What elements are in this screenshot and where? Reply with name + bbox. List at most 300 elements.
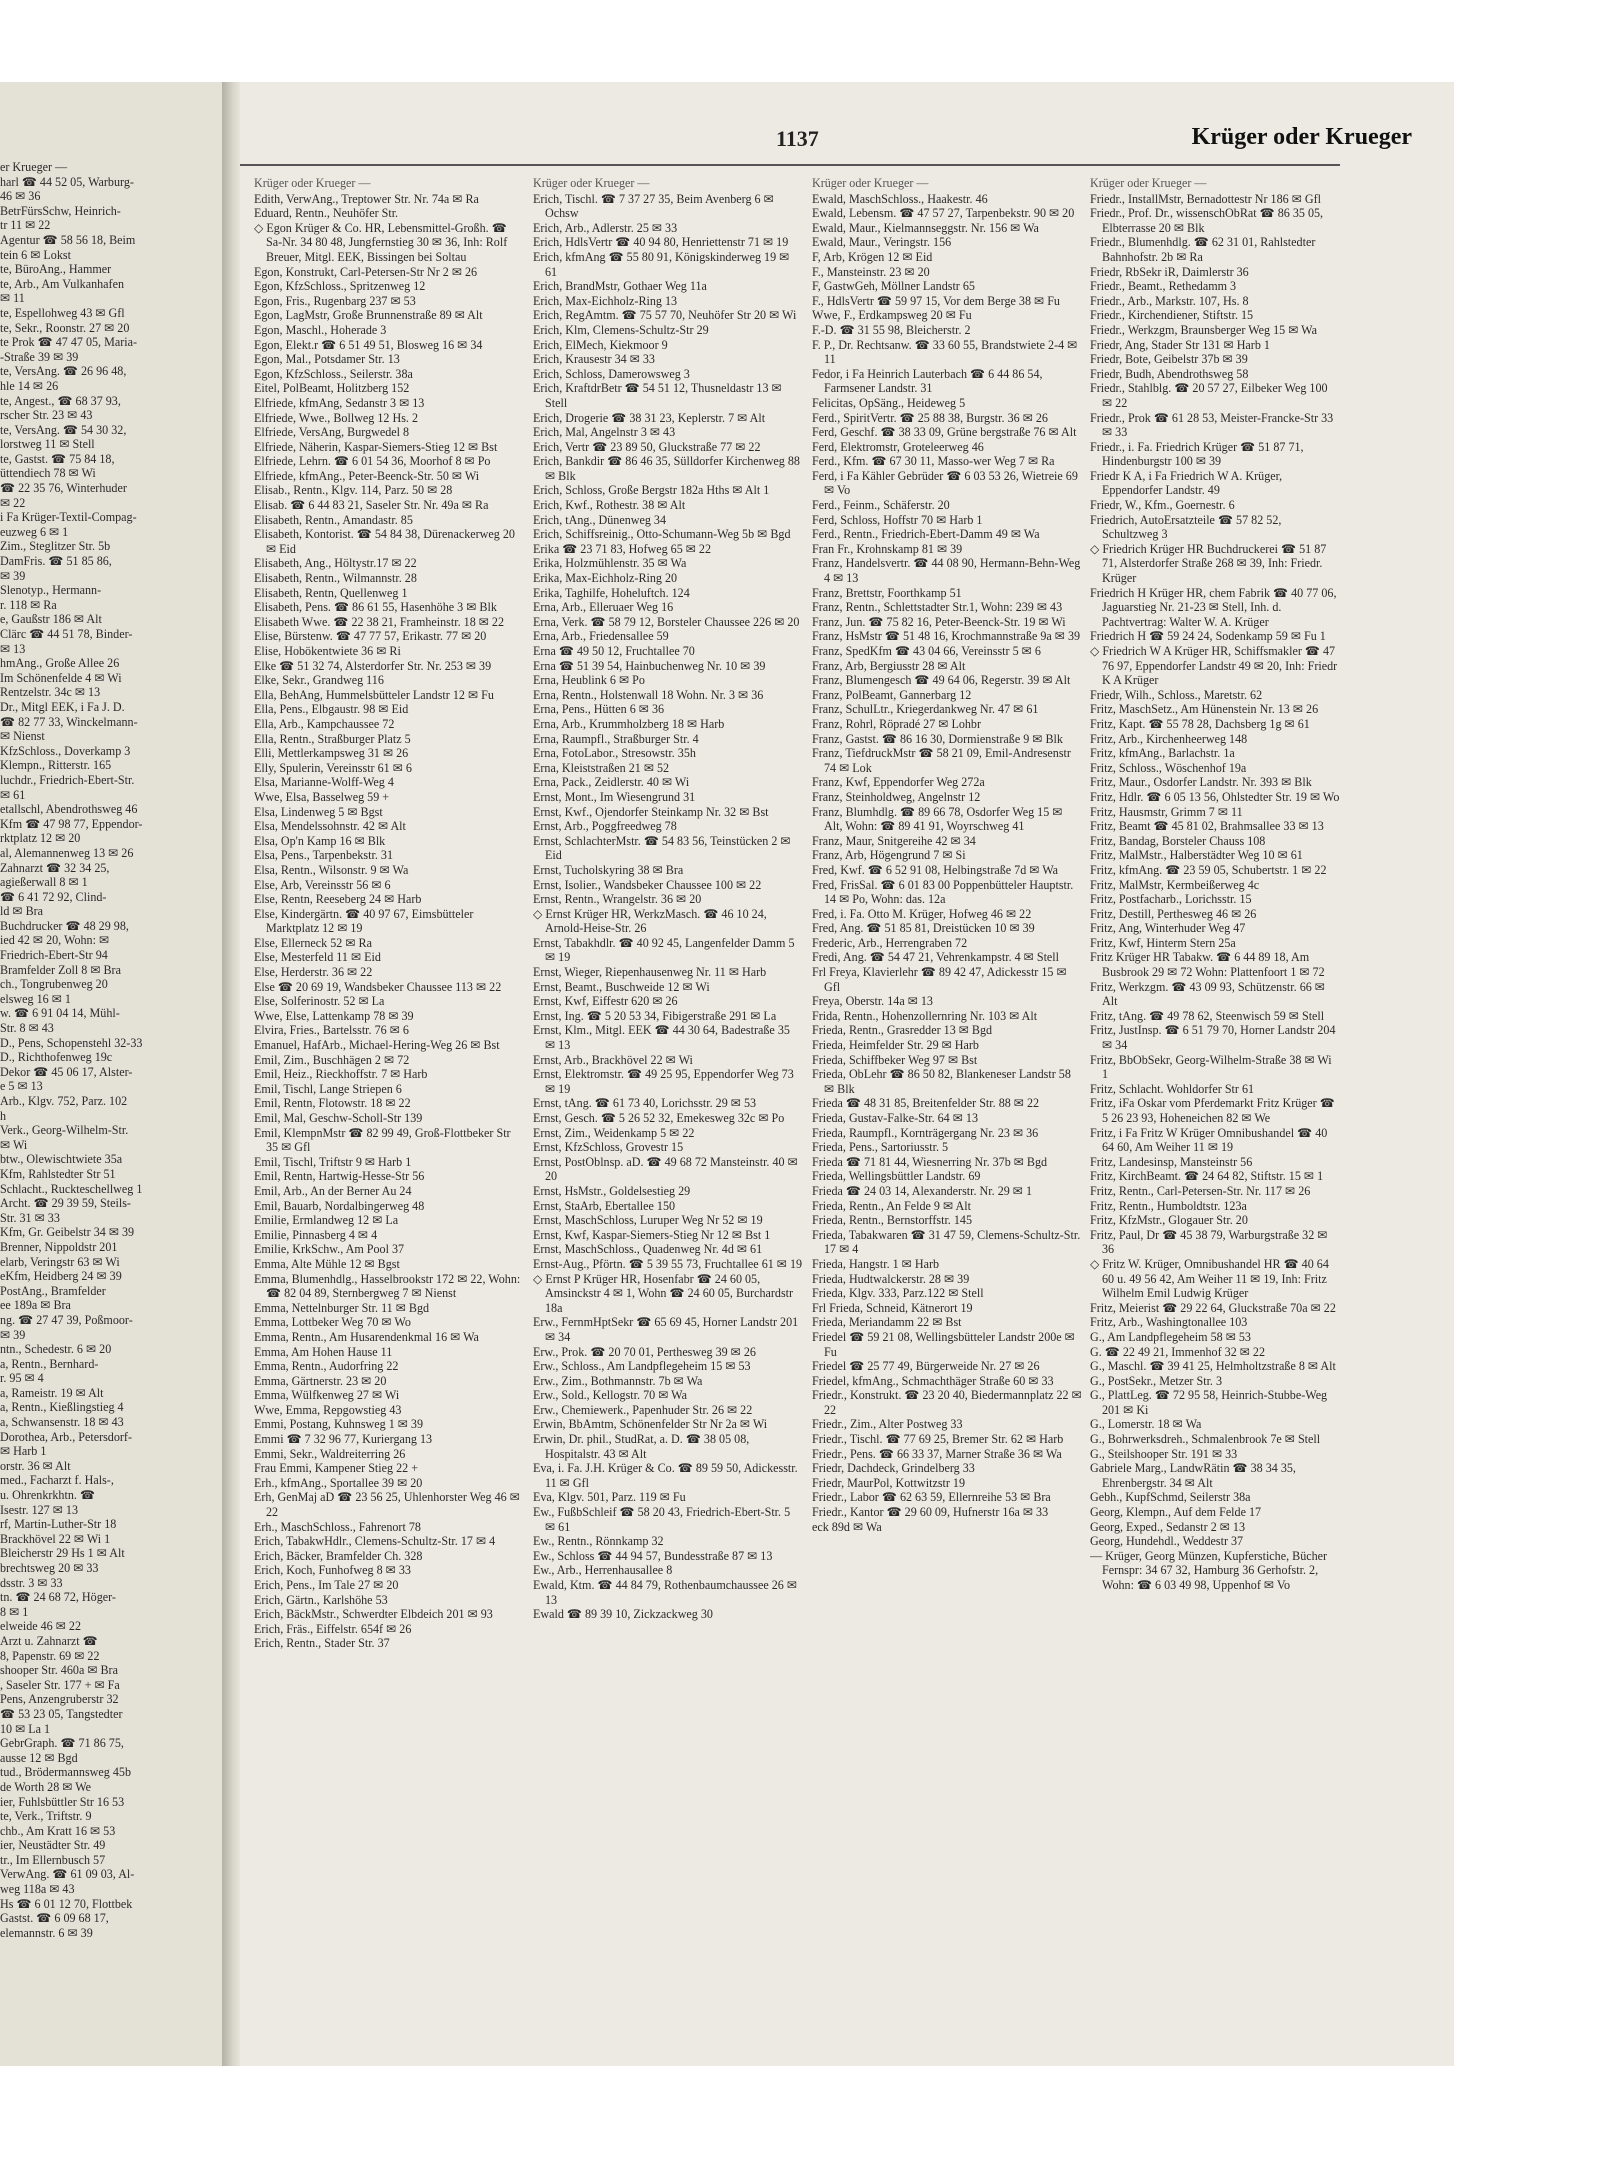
directory-entry: Ew., Rentn., Rönnkamp 32: [533, 1534, 664, 1549]
directory-entry: Fritz, MaschSetz., Am Hünenstein Nr. 13 ✉ 26: [1090, 702, 1319, 717]
left-page-line: elsweg 16 ✉ 1: [0, 991, 71, 1006]
directory-entry: Emma, Am Hohen Hause 11: [254, 1344, 393, 1359]
directory-entry: Elise, Hobökentwiete 36 ✉ Ri: [254, 644, 401, 658]
directory-entry: Emanuel, HafArb., Michael-Hering-Weg 26 ✉ Bst: [254, 1038, 500, 1053]
directory-entry: Elly, Spulerin, Vereinsstr 61 ✉ 6: [254, 760, 412, 775]
column-head: Krüger oder Krueger —: [812, 176, 929, 190]
directory-entry: Elisabeth, Pens. ☎ 86 61 55, Hasenhöhe 3 ✉ Blk: [254, 600, 497, 615]
directory-entry: Ew., Schloss ☎ 44 94 57, Bundesstraße 87 ✉ 13: [533, 1548, 773, 1563]
directory-entry: Fritz, Arb., Kirchenheerweg 148: [1090, 731, 1248, 746]
directory-entry: Elisabeth, Rentn., Amandastr. 85: [254, 512, 413, 527]
directory-entry: Friedr, Ang, Stader Str 131 ✉ Harb 1: [1090, 337, 1270, 352]
directory-entry: eck 89d ✉ Wa: [812, 1519, 882, 1534]
directory-entry: Erika, Max-Eichholz-Ring 20: [533, 571, 678, 586]
directory-entry: Elfriede, Näherin, Kaspar-Siemers-Stieg 12 ✉ Bst: [254, 439, 498, 454]
left-page-line: Dr., Mitgl EEK, i Fa J. D.: [0, 699, 125, 714]
directory-entry: Fritz Krüger HR Tabakw. ☎ 6 44 89 18, Am Busbrook 29 ✉ 72 Wohn: Plattenfoort 1 ✉ 72: [1090, 950, 1325, 980]
left-page-line: i Fa Krüger-Textil-Compag-: [0, 510, 137, 525]
directory-entry: Egon, Elekt.r ☎ 6 51 49 51, Blosweg 16 ✉ 34: [254, 337, 483, 352]
directory-entry: Fritz, Postfacharb., Lorichsstr. 15: [1090, 892, 1252, 907]
directory-entry: Ernst, Beamt., Buschweide 12 ✉ Wi: [533, 979, 710, 994]
directory-entry: Elisab., Rentn., Klgv. 114, Parz. 50 ✉ 28: [254, 483, 453, 498]
directory-entry: Emma, Gärtnerstr. 23 ✉ 20: [254, 1373, 387, 1388]
left-page-line: ☎ 53 23 05, Tangstedter: [0, 1706, 123, 1721]
directory-entry: Elsa, Op'n Kamp 16 ✉ Blk: [254, 833, 386, 848]
directory-entry: Friedr K A, i Fa Friedrich W A. Krüger, Eppendorfer Landstr. 49: [1090, 468, 1283, 498]
directory-entry: Ella, Pens., Elbgaustr. 98 ✉ Eid: [254, 702, 409, 717]
directory-entry: Ernst, Gesch. ☎ 5 26 52 32, Emekesweg 32c ✉ Po: [533, 1111, 785, 1125]
directory-entry: Erich, Schiffsreinig., Otto-Schumann-Weg 5b ✉ Bgd: [533, 527, 791, 542]
directory-entry: Fritz, Hausmstr, Grimm 7 ✉ 11: [1090, 804, 1243, 819]
directory-entry: Erwin, BbAmtm, Schönenfelder Str Nr 2a ✉ Wi: [533, 1417, 768, 1432]
directory-entry: Else, Solferinostr. 52 ✉ La: [254, 994, 385, 1009]
directory-entry: Erw., Schloss., Am Landpflegeheim 15 ✉ 53: [533, 1359, 751, 1374]
directory-entry: Ernst, HsMstr., Goldelsestieg 29: [533, 1183, 691, 1198]
left-page-line: Im Schönenfelde 4 ✉ Wi: [0, 670, 122, 685]
directory-entry: Edith, VerwAng., Treptower Str. Nr. 74a ✉ Ra: [254, 191, 479, 206]
directory-column-1: [254, 176, 524, 2036]
left-page-line: med., Facharzt f. Hals-,: [0, 1473, 114, 1488]
directory-entry: Egon, KfzSchloss., Spritzenweg 12: [254, 279, 426, 294]
directory-entry: Friedr, Dachdeck, Grindelberg 33: [812, 1461, 975, 1476]
left-page-line: ✉ 11: [0, 291, 25, 306]
directory-entry: Ferd., Feinm., Schäferstr. 20: [812, 498, 950, 513]
left-page-line: Slenotyp., Hermann-: [0, 583, 102, 598]
directory-entry: Wwe, F., Erdkampsweg 20 ✉ Fu: [812, 308, 972, 323]
directory-entry: Erh., kfmAng., Sportallee 39 ✉ 20: [254, 1475, 423, 1490]
directory-entry: Frieda, Heimfelder Str. 29 ✉ Harb: [812, 1038, 979, 1053]
entries-list: [812, 192, 1082, 1535]
directory-entry: Friedr., Pens. ☎ 66 33 37, Marner Straße 36 ✉ Wa: [812, 1446, 1062, 1461]
left-page-line: VerwAng. ☎ 61 09 03, Al-: [0, 1867, 135, 1882]
left-page-line: ✉ Harb 1: [0, 1444, 47, 1459]
directory-entry: Erich, Pens., Im Tale 27 ✉ 20: [254, 1578, 399, 1592]
directory-entry: Friedr., Labor ☎ 62 63 59, Ellernreihe 53 ✉ Bra: [812, 1490, 1051, 1505]
directory-entry: Frieda, Schiffbeker Weg 97 ✉ Bst: [812, 1052, 978, 1067]
directory-entry: Elsa, Lindenweg 5 ✉ Bgst: [254, 804, 383, 819]
book-spread: [0, 82, 1454, 2066]
left-page-line: ausse 12 ✉ Bgd: [0, 1750, 78, 1765]
directory-entry: Fred, Kwf. ☎ 6 52 91 08, Helbingstraße 7d ✉ Wa: [812, 862, 1059, 877]
directory-entry: Ferd, Elektromstr, Groteleerweg 46: [812, 439, 984, 454]
left-page-line: luchdr., Friedrich-Ebert-Str.: [0, 772, 135, 787]
directory-entry: ◇ Ernst P Krüger HR, Hosenfabr ☎ 24 60 05, Amsinckstr 4 ✉ 1, Wohn ☎ 24 60 05, Burchardstr 18a: [533, 1271, 794, 1315]
directory-entry: Friedel ☎ 59 21 08, Wellingsbütteler Landstr 200e ✉ Fu: [812, 1329, 1075, 1359]
directory-entry: Erich, Koch, Funhofweg 8 ✉ 33: [254, 1563, 411, 1578]
directory-entry: Egon, LagMstr, Große Brunnenstraße 89 ✉ Alt: [254, 308, 483, 323]
directory-entry: Friedr., InstallMstr, Bernadottestr Nr 186 ✉ Gfl: [1090, 191, 1321, 206]
directory-entry: Franz, Arb, Bergiusstr 28 ✉ Alt: [812, 658, 966, 673]
directory-entry: Emma, Alte Mühle 12 ✉ Bgst: [254, 1256, 400, 1271]
directory-entry: Ernst, Zim., Weidenkamp 5 ✉ 22: [533, 1125, 695, 1140]
directory-entry: Ewald, Maur., Veringstr. 156: [812, 235, 952, 250]
directory-entry: Elke ☎ 51 32 74, Alsterdorfer Str. Nr. 253 ✉ 39: [254, 658, 492, 673]
entries-list: [1090, 192, 1340, 1593]
directory-entry: Franz, Arb, Högengrund 7 ✉ Si: [812, 848, 966, 863]
directory-entry: Emil, Mal, Geschw-Scholl-Str 139: [254, 1111, 423, 1125]
directory-entry: Emmi, Postang, Kuhnsweg 1 ✉ 39: [254, 1417, 424, 1432]
directory-entry: Emilie, KrkSchw., Am Pool 37: [254, 1242, 405, 1257]
left-page-line: üttendiech 78 ✉ Wi: [0, 466, 96, 481]
directory-entry: Friedr., Kirchendiener, Stiftstr. 15: [1090, 308, 1254, 323]
directory-entry: Frieda, Gustav-Falke-Str. 64 ✉ 13: [812, 1111, 978, 1125]
directory-entry: Fritz, Paul, Dr ☎ 45 38 79, Warburgstraße 32 ✉ 36: [1090, 1227, 1328, 1257]
left-page-line: Hs ☎ 6 01 12 70, Flottbek: [0, 1896, 133, 1911]
left-page-line: ch., Tongrubenweg 20: [0, 977, 108, 992]
directory-entry: Ernst, Kwf, Kaspar-Siemers-Stieg Nr 12 ✉ Bst 1: [533, 1227, 771, 1242]
directory-entry: Egon, Konstrukt, Carl-Petersen-Str Nr 2 ✉ 26: [254, 264, 478, 279]
left-page-line: te, Verk., Triftstr. 9: [0, 1809, 92, 1824]
directory-entry: Ewald ☎ 89 39 10, Zickzackweg 30: [533, 1607, 713, 1622]
left-page-line: Bleicherstr 29 Hs 1 ✉ Alt: [0, 1546, 125, 1561]
directory-entry: Erw., Sold., Kellogstr. 70 ✉ Wa: [533, 1388, 687, 1403]
directory-entry: Fritz, Rentn., Carl-Petersen-Str. Nr. 117 ✉ 26: [1090, 1183, 1311, 1198]
directory-entry: Ernst, StaArb, Ebertallee 150: [533, 1198, 676, 1213]
directory-entry: Fritz, Kapt. ☎ 55 78 28, Dachsberg 1g ✉ 61: [1090, 716, 1310, 731]
directory-entry: Friedr., Arb., Markstr. 107, Hs. 8: [1090, 293, 1249, 308]
left-page-line: r. 95 ✉ 4: [0, 1371, 44, 1386]
left-page-line: ✉ Wi: [0, 1137, 28, 1152]
directory-entry: Erna, FotoLabor., Stresowstr. 35h: [533, 746, 696, 761]
directory-entry: Fritz, Rentn., Humboldtstr. 123a: [1090, 1198, 1247, 1213]
left-page-line: a, Rentn., Bernhard-: [0, 1356, 99, 1371]
directory-entry: Fritz, BbObSekr, Georg-Wilhelm-Straße 38 ✉ Wi 1: [1090, 1052, 1332, 1082]
directory-entry: Emmi ☎ 7 32 96 77, Kuriergang 13: [254, 1432, 433, 1447]
directory-entry: Ewald, Lebensm. ☎ 47 57 27, Tarpenbekstr. 90 ✉ 20: [812, 206, 1075, 221]
directory-entry: Erich, BäckMstr., Schwerdter Elbdeich 201 ✉ 93: [254, 1607, 493, 1622]
directory-entry: Friedr, Budh, Abendrothsweg 58: [1090, 366, 1249, 381]
directory-entry: G., Lomerstr. 18 ✉ Wa: [1090, 1417, 1202, 1432]
directory-entry: Ferd, Schloss, Hoffstr 70 ✉ Harb 1: [812, 512, 983, 527]
directory-entry: Emmi, Sekr., Waldreiterring 26: [254, 1446, 406, 1461]
left-page-line: Str. 31 ✉ 33: [0, 1210, 60, 1225]
directory-entry: Elisabeth, Ang., Höltystr.17 ✉ 22: [254, 556, 417, 571]
directory-entry: Elfriede, Lehrn. ☎ 6 01 54 36, Moorhof 8 ✉ Po: [254, 454, 491, 469]
left-page-line: de Worth 28 ✉ We: [0, 1779, 92, 1794]
directory-entry: Gebh., KupfSchmd, Seilerstr 38a: [1090, 1490, 1251, 1505]
directory-entry: Erika, Holzmühlenstr. 35 ✉ Wa: [533, 556, 687, 571]
directory-entry: Friedr., i. Fa. Friedrich Krüger ☎ 51 87 71, Hindenburgstr 100 ✉ 39: [1090, 439, 1304, 469]
directory-entry: Franz, TiefdruckMstr ☎ 58 21 09, Emil-Andresenstr 74 ✉ Lok: [812, 746, 1071, 775]
directory-entry: Erich, Drogerie ☎ 38 31 23, Keplerstr. 7 ✉ Alt: [533, 410, 766, 425]
left-page-line: tr 11 ✉ 22: [0, 218, 51, 233]
directory-entry: — Krüger, Georg Münzen, Kupferstiche, Bücher Fernspr: 34 67 32, Hamburg 36 Gerhofstr. 2, Wohn: ☎ 6 03 49 98, Uppenhof ✉ Vo: [1090, 1548, 1328, 1592]
left-page-line: 10 ✉ La 1: [0, 1721, 51, 1736]
directory-entry: Ernst, MaschSchloss, Luruper Weg Nr 52 ✉ 19: [533, 1213, 763, 1228]
directory-entry: Franz, Jun. ☎ 75 82 16, Peter-Beenck-Str. 19 ✉ Wi: [812, 614, 1066, 629]
directory-entry: Franz, Gastst. ☎ 86 16 30, Dormienstraße 9 ✉ Blk: [812, 731, 1063, 746]
left-page-line: Brackhövel 22 ✉ Wi 1: [0, 1531, 111, 1546]
directory-entry: Fritz, KirchBeamt. ☎ 24 64 82, Stiftstr. 15 ✉ 1: [1090, 1169, 1324, 1184]
left-page-line: te, Espellohweg 43 ✉ Gfl: [0, 305, 125, 320]
directory-entry: F., Mansteinstr. 23 ✉ 20: [812, 264, 930, 279]
directory-entry: Erich, Bankdir ☎ 86 46 35, Sülldorfer Kirchenweg 88 ✉ Blk: [533, 454, 800, 483]
directory-entry: Else, Mesterfeld 11 ✉ Eid: [254, 950, 381, 965]
left-page-line: ☎ 22 35 76, Winterhuder: [0, 481, 127, 496]
directory-entry: Emma, Rentn., Audorfring 22: [254, 1359, 399, 1374]
left-page-line: Arzt u. Zahnarzt ☎: [0, 1633, 98, 1648]
left-page-line: -Straße 39 ✉ 39: [0, 349, 79, 364]
directory-entry: Georg, Klempn., Auf dem Felde 17: [1090, 1505, 1262, 1520]
directory-entry: Erna, Rentn., Holstenwall 18 Wohn. Nr. 3 ✉ 36: [533, 687, 764, 702]
directory-entry: Fritz, MalMstr, Kermbeißerweg 4c: [1090, 877, 1260, 892]
directory-entry: Gabriele Marg., LandwRätin ☎ 38 34 35, Ehrenbergstr. 34 ✉ Alt: [1090, 1461, 1296, 1490]
directory-entry: Frieda, Rentn., An Felde 9 ✉ Alt: [812, 1198, 971, 1213]
directory-entry: Emilie, Ermlandweg 12 ✉ La: [254, 1213, 399, 1228]
left-page-line: w. ☎ 6 91 04 14, Mühl-: [0, 1006, 120, 1021]
directory-entry: Erh., MaschSchloss., Fahrenort 78: [254, 1519, 421, 1534]
directory-entry: Fritz, Arb., Washingtonallee 103: [1090, 1315, 1248, 1330]
left-page-line: Kfm, Rahlstedter Str 51: [0, 1166, 116, 1181]
directory-entry: Emil, Bauarb, Nordalbingerweg 48: [254, 1198, 425, 1213]
directory-entry: Emil, Zim., Buschhägen 2 ✉ 72: [254, 1052, 410, 1067]
left-page-line: te, Angest., ☎ 68 37 93,: [0, 393, 121, 408]
directory-entry: Wwe, Elsa, Basselweg 59 +: [254, 789, 390, 804]
directory-entry: Emma, Nettelnburger Str. 11 ✉ Bgd: [254, 1300, 430, 1315]
directory-entry: G., Maschl. ☎ 39 41 25, Helmholtzstraße 8 ✉ Alt: [1090, 1359, 1336, 1374]
directory-entry: Egon, Fris., Rugenbarg 237 ✉ 53: [254, 293, 416, 308]
directory-entry: Erich, Bäcker, Bramfelder Ch. 328: [254, 1548, 423, 1563]
left-page-line: ✉ 22: [0, 495, 26, 510]
directory-entry: Erich, TabakwHdlr., Clemens-Schultz-Str. 17 ✉ 4: [254, 1534, 496, 1549]
left-page-line: e 5 ✉ 13: [0, 1079, 43, 1094]
right-page: [240, 82, 1454, 2066]
directory-entry: Erwin, Dr. phil., StudRat, a. D. ☎ 38 05 08, Hospitalstr. 43 ✉ Alt: [533, 1432, 750, 1461]
left-page-line: agießerwall 8 ✉ 1: [0, 875, 88, 890]
directory-entry: Else, Ellerneck 52 ✉ Ra: [254, 935, 372, 950]
left-page-line: te, BüroAng., Hammer: [0, 262, 112, 277]
left-page-line: ✉ 61: [0, 787, 26, 802]
left-page-line: Agentur ☎ 58 56 18, Beim: [0, 232, 136, 247]
directory-entry: G., Am Landpflegeheim 58 ✉ 53: [1090, 1329, 1251, 1344]
left-page-line: te, Sekr., Roonstr. 27 ✉ 20: [0, 320, 130, 335]
directory-entry: Else ☎ 20 69 19, Wandsbeker Chaussee 113 ✉ 22: [254, 979, 502, 994]
directory-entry: Friedr, Bote, Geibelstr 37b ✉ 39: [1090, 352, 1248, 367]
directory-entry: Frieda ☎ 71 81 44, Wiesnerring Nr. 37b ✉ Bgd: [812, 1154, 1048, 1169]
left-page-line: Verk., Georg-Wilhelm-Str.: [0, 1123, 129, 1138]
left-page-line: elweide 46 ✉ 22: [0, 1619, 81, 1634]
directory-entry: Eva, i. Fa. J.H. Krüger & Co. ☎ 89 59 50, Adickesstr. 11 ✉ Gfl: [533, 1461, 798, 1490]
left-page-line: al, Alemannenweg 13 ✉ 26: [0, 845, 134, 860]
directory-entry: Elisabeth, Kontorist. ☎ 54 84 38, Dürenackerweg 20 ✉ Eid: [254, 527, 515, 556]
left-page-line: te, Arb., Am Vulkanhafen: [0, 276, 124, 291]
directory-entry: Else, Rentn, Reeseberg 24 ✉ Harb: [254, 892, 422, 907]
directory-entry: Ernst, Kwf., Ojendorfer Steinkamp Nr. 32 ✉ Bst: [533, 804, 769, 819]
left-page-line: rscher Str. 23 ✉ 43: [0, 408, 93, 423]
left-page-line: eKfm, Heidberg 24 ✉ 39: [0, 1269, 122, 1284]
left-page-line: ☎ 6 41 72 92, Clind-: [0, 889, 107, 904]
directory-entry: Fritz, Landesinsp, Mansteinstr 56: [1090, 1154, 1253, 1169]
directory-entry: Elisabeth Wwe. ☎ 22 38 21, Framheinstr. 18 ✉ 22: [254, 614, 505, 629]
directory-entry: Erich, Kwf., Rothestr. 38 ✉ Alt: [533, 498, 686, 513]
left-page-line: elarb, Veringstr 63 ✉ Wi: [0, 1254, 120, 1269]
left-page-fragment: [0, 82, 224, 2066]
directory-entry: Ew., FußbSchleif ☎ 58 20 43, Friedrich-Ebert-Str. 5 ✉ 61: [533, 1505, 791, 1534]
left-page-line: Kfm, Gr. Geibelstr 34 ✉ 39: [0, 1225, 135, 1240]
left-page-line: ✉ Nienst: [0, 729, 45, 744]
directory-entry: Elvira, Fries., Bartelsstr. 76 ✉ 6: [254, 1023, 409, 1038]
directory-entry: Ella, Arb., Kampchaussee 72: [254, 716, 395, 731]
directory-entry: Erich, Gärtn., Karlshöhe 53: [254, 1592, 388, 1607]
directory-entry: Ernst, PostOblnsp. aD. ☎ 49 68 72 Mansteinstr. 40 ✉ 20: [533, 1154, 798, 1184]
directory-entry: Elisabeth, Rentn., Wilmannstr. 28: [254, 571, 417, 586]
directory-entry: G., Bohrwerksdreh., Schmalenbrook 7e ✉ Stell: [1090, 1432, 1321, 1447]
page-header: [240, 124, 1412, 166]
directory-entry: Fred, Ang. ☎ 51 85 81, Dreistücken 10 ✉ 39: [812, 921, 1035, 936]
directory-entry: Friedr., Prok ☎ 61 28 53, Meister-Francke-Str 33 ✉ 33: [1090, 410, 1334, 440]
directory-entry: ◇ Friedrich W A Krüger HR, Schiffsmakler ☎ 47 76 97, Eppendorfer Landstr 49 ✉ 20, Inh: Friedr K A Krüger: [1090, 644, 1338, 688]
directory-entry: Friedr, W., Kfm., Goernestr. 6: [1090, 498, 1235, 513]
directory-entry: Egon, Maschl., Hoherade 3: [254, 322, 387, 337]
left-page-line: er Krueger —: [0, 160, 68, 174]
directory-entry: Friedr., Kantor ☎ 29 60 09, Hufnerstr 16a ✉ 33: [812, 1505, 1049, 1520]
directory-entry: Eduard, Rentn., Neuhöfer Str.: [254, 206, 399, 221]
entries-list: [254, 192, 524, 1651]
directory-entry: Emma, Rentn., Am Husarendenkmal 16 ✉ Wa: [254, 1329, 479, 1344]
directory-entry: G., PlattLeg. ☎ 72 95 58, Heinrich-Stubbe-Weg 201 ✉ Ki: [1090, 1388, 1328, 1417]
directory-entry: Emil, KlempnMstr ☎ 82 99 49, Groß-Flottbeker Str 35 ✉ Gfl: [254, 1125, 511, 1155]
left-page-line: hle 14 ✉ 26: [0, 378, 59, 393]
column-head: Krüger oder Krueger —: [533, 176, 650, 190]
directory-entry: Egon, Mal., Potsdamer Str. 13: [254, 352, 400, 367]
directory-entry: F.-D. ☎ 31 55 98, Bleicherstr. 2: [812, 322, 971, 337]
directory-entry: Fritz, Schloss., Wöschenhof 19a: [1090, 760, 1247, 775]
directory-entry: Erich, Arb., Adlerstr. 25 ✉ 33: [533, 220, 678, 235]
directory-entry: Emil, Rentn, Hartwig-Hesse-Str 56: [254, 1169, 425, 1184]
directory-entry: Franz, Maur, Snitgereihe 42 ✉ 34: [812, 833, 976, 848]
directory-entry: Franz, SpedKfm ☎ 43 04 66, Vereinsstr 5 ✉ 6: [812, 644, 1041, 658]
directory-entry: Franz, Blumhdlg. ☎ 89 66 78, Osdorfer Weg 15 ✉ Alt, Wohn: ☎ 89 41 91, Woyrschweg 41: [812, 804, 1063, 834]
directory-entry: Franz, PolBeamt, Gannerbarg 12: [812, 687, 972, 702]
directory-entry: Frieda, Hangstr. 1 ✉ Harb: [812, 1256, 940, 1271]
directory-entry: Emma, Blumenhdlg., Hasselbrookstr 172 ✉ 22, Wohn: ☎ 82 04 89, Sternbergweg 7 ✉ Nienst: [254, 1271, 521, 1301]
directory-entry: Ferd, Geschf. ☎ 38 33 09, Grüne bergstraße 76 ✉ Alt: [812, 425, 1077, 440]
directory-entry: Egon, KfzSchloss., Seilerstr. 38a: [254, 366, 413, 381]
left-page-line: u. Ohrenkrkhtn. ☎: [0, 1488, 96, 1503]
directory-entry: Friedr, MaurPol, Kottwitzstr 19: [812, 1475, 966, 1490]
directory-entry: Elisabeth, Rentn, Quellenweg 1: [254, 585, 408, 600]
directory-entry: Friedel ☎ 25 77 49, Bürgerweide Nr. 27 ✉ 26: [812, 1359, 1040, 1374]
directory-entry: Fran Fr., Krohnskamp 81 ✉ 39: [812, 541, 963, 556]
left-page-line: hmAng., Große Allee 26: [0, 656, 120, 671]
directory-entry: Freya, Oberstr. 14a ✉ 13: [812, 994, 933, 1009]
directory-entry: Felicitas, OpSäng., Heideweg 5: [812, 395, 966, 410]
directory-entry: Franz, Rohrl, Röpradé 27 ✉ Lohbr: [812, 716, 981, 731]
left-page-line: ntn., Schedestr. 6 ✉ 20: [0, 1342, 112, 1357]
directory-entry: Erich, Klm, Clemens-Schultz-Str 29: [533, 322, 709, 337]
directory-entry: Erna, Arb., Elleruaer Weg 16: [533, 600, 674, 615]
directory-entry: Ferd., SpiritVertr. ☎ 25 88 38, Burgstr. 36 ✉ 26: [812, 410, 1048, 425]
left-page-line: ✉ 39: [0, 1327, 26, 1342]
directory-entry: Franz, Brettstr, Foorthkamp 51: [812, 585, 962, 600]
directory-entry: Frieda, Klgv. 333, Parz.122 ✉ Stell: [812, 1286, 984, 1301]
directory-entry: Elsa, Rentn., Wilsonstr. 9 ✉ Wa: [254, 862, 409, 877]
directory-entry: Friedr., Blumenhdlg. ☎ 62 31 01, Rahlstedter Bahnhofstr. 2b ✉ Ra: [1090, 235, 1316, 264]
directory-entry: Ernst, Klm., Mitgl. EEK ☎ 44 30 64, Badestraße 35 ✉ 13: [533, 1023, 790, 1053]
left-page-line: weg 118a ✉ 43: [0, 1882, 75, 1897]
left-page-line: , Saseler Str. 177 + ✉ Fa: [0, 1677, 120, 1692]
directory-entry: Frieda, Hudtwalckerstr. 28 ✉ 39: [812, 1271, 970, 1286]
directory-entry: Erna ☎ 51 39 54, Hainbuchenweg Nr. 10 ✉ 39: [533, 658, 766, 673]
directory-entry: Emil, Rentn, Flotowstr. 18 ✉ 22: [254, 1096, 411, 1111]
directory-entry: F, Arb, Krögen 12 ✉ Eid: [812, 249, 933, 264]
directory-entry: Friedr., Werkzgm, Braunsberger Weg 15 ✉ Wa: [1090, 322, 1317, 337]
directory-entry: Erw., Prok. ☎ 20 70 01, Perthesweg 39 ✉ 26: [533, 1344, 756, 1359]
directory-entry: Elfriede, Wwe., Bollweg 12 Hs. 2: [254, 410, 419, 425]
directory-entry: Erich, Mal, Angelnstr 3 ✉ 43: [533, 425, 676, 440]
directory-entry: Fritz, iFa Oskar vom Pferdemarkt Fritz Krüger ☎ 5 26 23 93, Hoheneichen 82 ✉ We: [1090, 1096, 1335, 1125]
left-page-line: D., Pens, Schopenstehl 32-33: [0, 1035, 143, 1050]
directory-entry: Else, Herderstr. 36 ✉ 22: [254, 965, 373, 980]
left-page-line: euzweg 6 ✉ 1: [0, 524, 69, 539]
directory-entry: Fritz, Hdlr. ☎ 6 05 13 56, Ohlstedter Str. 19 ✉ Wo: [1090, 789, 1340, 804]
directory-entry: Georg, Hundehdl., Weddestr 37: [1090, 1534, 1244, 1549]
directory-entry: Frieda ☎ 48 31 85, Breitenfelder Str. 88 ✉ 22: [812, 1096, 1040, 1111]
column-head: Krüger oder Krueger —: [1090, 176, 1207, 190]
directory-entry: Friedrich, AutoErsatzteile ☎ 57 82 52, Schultzweg 3: [1090, 512, 1282, 542]
directory-entry: Fritz, MalMstr., Halberstädter Weg 10 ✉ 61: [1090, 848, 1303, 863]
directory-entry: F, GastwGeh, Möllner Landstr 65: [812, 279, 975, 294]
left-page-line: Schlacht., Ruckteschellweg 1: [0, 1181, 143, 1196]
directory-entry: Eitel, PolBeamt, Holitzberg 152: [254, 381, 410, 396]
left-page-line: h: [0, 1108, 7, 1123]
page-number: 1137: [776, 126, 819, 151]
directory-entry: Erich, Schloss, Große Bergstr 182a Hths ✉ Alt 1: [533, 483, 770, 498]
directory-entry: Franz, Handelsvertr. ☎ 44 08 90, Hermann-Behn-Weg 4 ✉ 13: [812, 556, 1081, 586]
directory-entry: Elfriede, VersAng, Burgwedel 8: [254, 425, 410, 440]
left-page-line: Dorothea, Arb., Petersdorf-: [0, 1429, 132, 1444]
directory-entry: Ewald, Maur., Kielmannseggstr. Nr. 156 ✉ Wa: [812, 220, 1039, 235]
left-page-line: Bramfelder Zoll 8 ✉ Bra: [0, 962, 121, 977]
header-rule: [240, 164, 1340, 166]
left-page-line: orstr. 36 ✉ Alt: [0, 1458, 71, 1473]
directory-column-3: [812, 176, 1082, 2036]
directory-entry: Erna ☎ 49 50 12, Fruchtallee 70: [533, 644, 695, 658]
left-page-line: Klempn., Ritterstr. 165: [0, 758, 112, 773]
directory-entry: Fritz, KfzMstr., Glogauer Str. 20: [1090, 1213, 1248, 1228]
directory-entry: Fredi, Ang. ☎ 54 47 21, Vehrenkampstr. 4 ✉ Stell: [812, 950, 1060, 965]
directory-entry: Friedel, kfmAng., Schmachthäger Straße 60 ✉ 33: [812, 1373, 1054, 1388]
directory-entry: Ella, BehAng, Hummelsbütteler Landstr 12 ✉ Fu: [254, 687, 494, 702]
directory-entry: Ernst, Arb., Poggfreedweg 78: [533, 819, 677, 834]
directory-entry: Ernst, Tabakhdlr. ☎ 40 92 45, Langenfelder Damm 5 ✉ 19: [533, 935, 795, 965]
book-gutter: [222, 82, 240, 2066]
directory-entry: Elke, Sekr., Grandweg 116: [254, 673, 384, 688]
directory-entry: Erich, Rentn., Stader Str. 37: [254, 1636, 390, 1651]
directory-entry: Fritz, Werkzgm. ☎ 43 09 93, Schützenstr. 66 ✉ Alt: [1090, 979, 1325, 1009]
directory-entry: Erw., FernmHptSekr ☎ 65 69 45, Horner Landstr 201 ✉ 34: [533, 1315, 799, 1344]
directory-entry: Erich, Vertr ☎ 23 89 50, Gluckstraße 77 ✉ 22: [533, 439, 761, 454]
left-page-line: btw., Olewischtwiete 35a: [0, 1152, 123, 1167]
directory-entry: Friedr, RbSekr iR, Daimlerstr 36: [1090, 264, 1249, 279]
directory-entry: Ernst, Kwf, Eiffestr 620 ✉ 26: [533, 994, 678, 1009]
directory-entry: Eva, Klgv. 501, Parz. 119 ✉ Fu: [533, 1490, 686, 1505]
directory-entry: Erika ☎ 23 71 83, Hofweg 65 ✉ 22: [533, 541, 712, 556]
left-page-line: rktplatz 12 ✉ 20: [0, 831, 81, 846]
directory-entry: Frl Frieda, Schneid, Kätnerort 19: [812, 1300, 973, 1315]
left-page-line: ee 189a ✉ Bra: [0, 1298, 71, 1313]
directory-entry: ◇ Fritz W. Krüger, Omnibushandel HR ☎ 40 64 60 u. 49 56 42, Am Weiher 11 ✉ 19, Inh: Fritz Wilhelm Emil Ludwig Krüger: [1090, 1256, 1329, 1301]
directory-entry: Erh, GenMaj aD ☎ 23 56 25, Uhlenhorster Weg 46 ✉ 22: [254, 1490, 520, 1520]
directory-entry: Fritz, Beamt ☎ 45 81 02, Brahmsallee 33 ✉ 13: [1090, 819, 1324, 834]
directory-entry: Ferd., Kfm. ☎ 67 30 11, Masso-wer Weg 7 ✉ Ra: [812, 454, 1055, 469]
directory-entry: ◇ Friedrich Krüger HR Buchdruckerei ☎ 51 87 71, Alsterdorfer Straße 268 ✉ 39, Inh: Friedr. Krüger: [1090, 541, 1327, 586]
left-page-line: ier, Neustädter Str. 49: [0, 1838, 106, 1853]
left-page-line: ✉ 39: [0, 568, 26, 583]
directory-entry: Elli, Mettlerkampsweg 31 ✉ 26: [254, 746, 409, 761]
left-page-column: [0, 160, 215, 1940]
directory-entry: Fritz, Ang, Winterhuder Weg 47: [1090, 921, 1246, 936]
